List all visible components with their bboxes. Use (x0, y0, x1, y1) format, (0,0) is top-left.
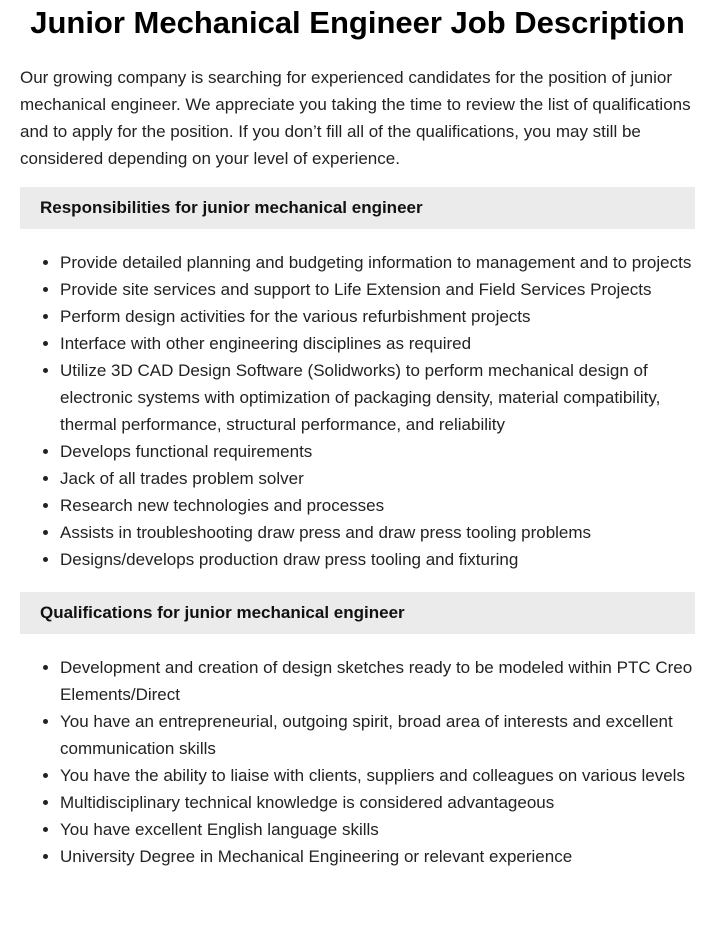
list-item: • You have excellent English language skills (60, 816, 695, 843)
list-item: • Designs/develops production draw press tooling and fixturing (60, 546, 695, 573)
list-item: • Develops functional requirements (60, 438, 695, 465)
list-item: • University Degree in Mechanical Engineering or relevant experience (60, 843, 695, 870)
list-item: • Jack of all trades problem solver (60, 465, 695, 492)
list-item: • Multidisciplinary technical knowledge is considered advantageous (60, 789, 695, 816)
intro-paragraph: Our growing company is searching for experienced candidates for the position of junior mechanical engineer. We appreciate you taking the time to review the list of qualifications and to apply for the position. If you don’t fill all of the qualifications, you may still be considered depending on your level of experience. (20, 68, 691, 168)
list-item: • You have the ability to liaise with clients, suppliers and colleagues on various levels (60, 762, 695, 789)
list-item: • Perform design activities for the various refurbishment projects (60, 303, 695, 330)
list-item: • Provide detailed planning and budgeting information to management and to projects (60, 249, 695, 276)
list-item: • Assists in troubleshooting draw press and draw press tooling problems (60, 519, 695, 546)
page-title: Junior Mechanical Engineer Job Description (30, 5, 685, 40)
responsibilities-list (20, 249, 695, 573)
qualifications-list (20, 654, 695, 870)
list-item: • Provide site services and support to Life Extension and Field Services Projects (60, 276, 695, 303)
list-item: • Utilize 3D CAD Design Software (Solidworks) to perform mechanical design of electronic systems with optimization of packaging density, material compatibility, thermal performance, structural performance, and reliability (60, 357, 695, 438)
list-item: • Development and creation of design sketches ready to be modeled within PTC Creo Elements/Direct (60, 654, 695, 708)
list-item: • You have an entrepreneurial, outgoing spirit, broad area of interests and excellent communication skills (60, 708, 695, 762)
list-item: • Research new technologies and processes (60, 492, 695, 519)
qualifications-heading: Qualifications for junior mechanical engineer (20, 592, 695, 634)
responsibilities-heading: Responsibilities for junior mechanical engineer (20, 187, 695, 229)
list-item: • Interface with other engineering disciplines as required (60, 330, 695, 357)
